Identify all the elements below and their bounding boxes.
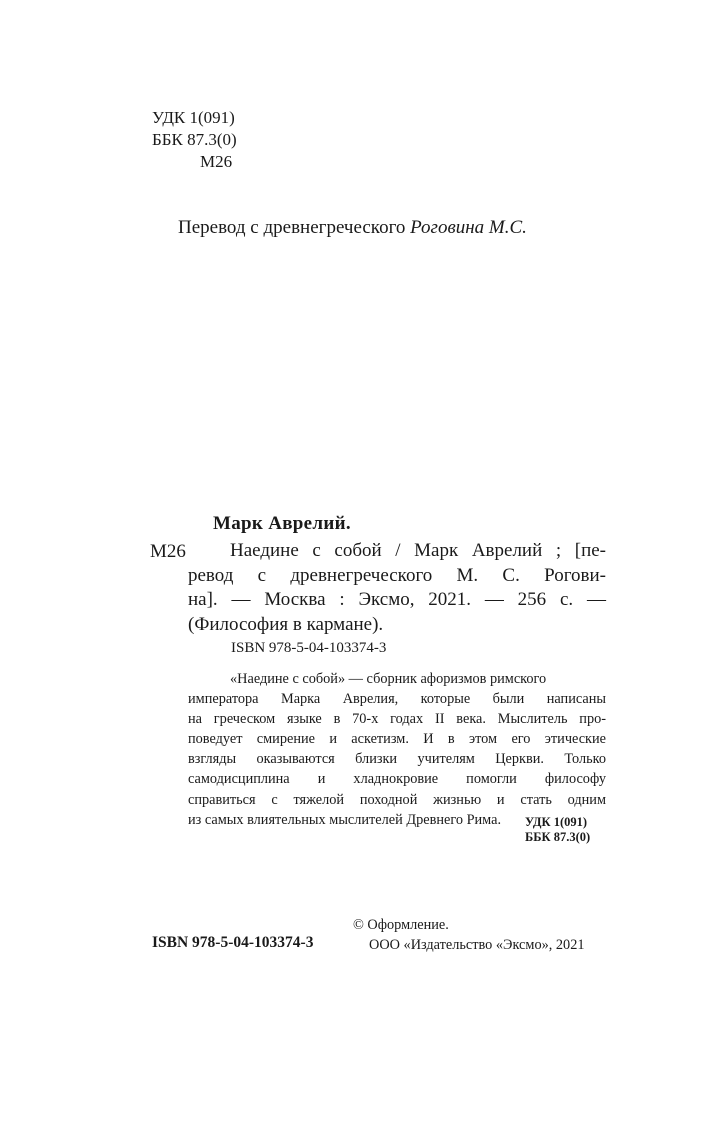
author-mark: М26 xyxy=(200,152,233,171)
annotation-line: справиться с тяжелой походной жизнью и стать одним xyxy=(188,791,606,808)
translator-prefix: Перевод с древнегреческого xyxy=(178,217,406,238)
copyright-line-1: © Оформление. xyxy=(353,917,449,933)
catalog-description xyxy=(188,539,606,637)
annotation-line: на греческом языке в 70-х годах II века. Мыслитель про- xyxy=(188,711,606,728)
description-line: на]. — Москва : Эксмо, 2021. — 256 с. — xyxy=(188,589,606,611)
description-line: Наедине с собой / Марк Аврелий ; [пе- xyxy=(230,540,606,561)
bbk-code: ББК 87.3(0) xyxy=(152,130,237,149)
description-line: (Философия в кармане). xyxy=(188,613,384,635)
translator-line xyxy=(178,216,527,240)
annotation-line: самодисциплина и хладнокровие помогли философу xyxy=(188,771,606,788)
translator-name: Роговина М.С. xyxy=(410,217,527,238)
catalog-author-heading: Марк Аврелий. xyxy=(213,513,351,534)
footer-isbn: ISBN 978-5-04-103374-3 xyxy=(152,934,314,951)
annotation-line: поведует смирение и аскетизм. И в этом его этические xyxy=(188,731,606,748)
catalog-bbk: ББК 87.3(0) xyxy=(525,830,591,844)
copyright-line-2: ООО «Издательство «Эксмо», 2021 xyxy=(369,937,585,953)
catalog-mark: М26 xyxy=(150,541,186,562)
catalog-annotation xyxy=(188,669,606,830)
catalog-udk: УДК 1(091) xyxy=(525,815,588,829)
annotation-line: взгляды оказываются близки учителям Церкви. Только xyxy=(188,751,606,768)
udk-code: УДК 1(091) xyxy=(152,108,235,127)
annotation-line: «Наедине с собой» — сборник афоризмов римского xyxy=(230,671,547,687)
annotation-line: императора Марка Аврелия, которые были написаны xyxy=(188,691,606,708)
annotation-line: из самых влиятельных мыслителей Древнего Рима. xyxy=(188,811,502,828)
description-line: ревод с древнегреческого М. С. Рогови- xyxy=(188,564,606,586)
catalog-isbn: ISBN 978-5-04-103374-3 xyxy=(231,640,387,656)
